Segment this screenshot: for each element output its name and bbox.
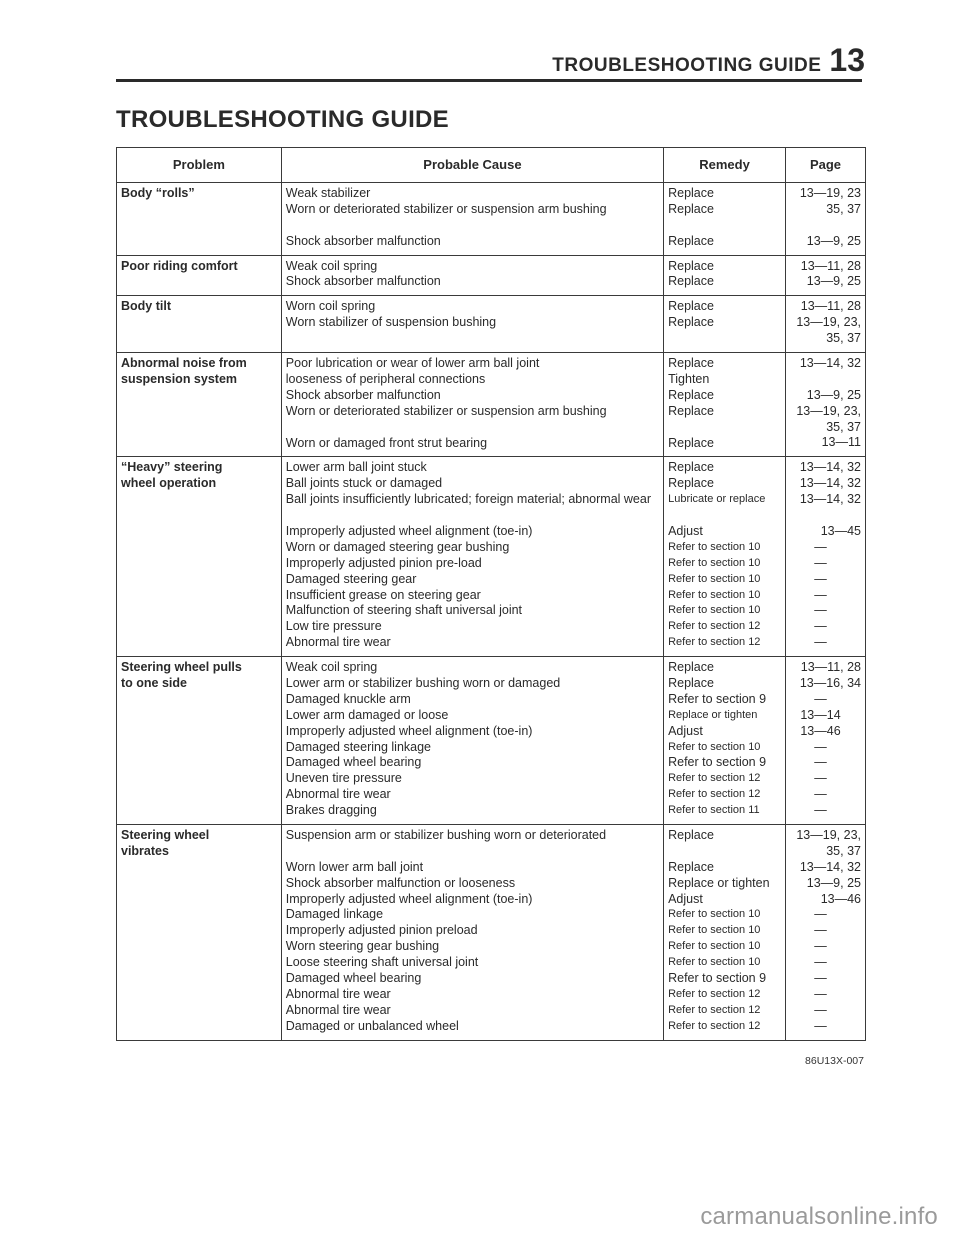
cause-item: Improperly adjusted wheel alignment (toe-in) — [285, 723, 533, 738]
cause-item: Improperly adjusted wheel alignment (toe-in) — [285, 891, 533, 906]
table-row — [117, 255, 866, 296]
cause-item: Weak stabilizer — [285, 186, 371, 200]
remedy-item: Refer to section 10 — [668, 908, 761, 921]
page-ref: 13—11, 28 — [800, 660, 861, 675]
remedy-item: Replace or tighten — [668, 708, 758, 721]
remedy-item: Tighten — [668, 371, 710, 386]
cause-item: looseness of peripheral connections — [285, 371, 486, 386]
page-ref: — — [814, 771, 827, 786]
problem-cell — [117, 457, 282, 657]
cause-item: Brakes dragging — [285, 803, 377, 818]
remedy-item: Replace — [668, 201, 714, 216]
cause-item: Weak coil spring — [285, 660, 378, 675]
page-ref: — — [814, 603, 827, 618]
page-cell — [786, 296, 866, 353]
problem-cell — [117, 255, 282, 296]
remedy-cell — [664, 825, 786, 1041]
cause-item: Damaged wheel bearing — [285, 971, 422, 986]
cause-item: Lower arm or stabilizer bushing worn or damaged — [285, 675, 561, 690]
cause-item: Worn coil spring — [285, 299, 376, 314]
page-ref: 13—19, 23 — [799, 186, 861, 200]
cause-item: Loose steering shaft universal joint — [285, 955, 479, 970]
cause-item: Worn or deteriorated stabilizer or suspension arm bushing — [285, 403, 607, 418]
problem-label: wheel operation — [121, 476, 217, 491]
problem-label: Body “rolls” — [121, 186, 195, 200]
remedy-item: Refer to section 12 — [668, 636, 761, 649]
running-header — [552, 44, 865, 77]
page-ref: — — [814, 971, 827, 986]
remedy-item: Lubricate or replace — [668, 493, 766, 506]
remedy-item: Replace — [668, 315, 714, 330]
remedy-cell — [664, 296, 786, 353]
problem-cell — [117, 825, 282, 1041]
cause-item: Worn lower arm ball joint — [285, 859, 424, 874]
cause-item: Damaged wheel bearing — [285, 755, 422, 770]
cause-item: Weak coil spring — [285, 258, 378, 273]
page-ref: — — [814, 755, 827, 770]
section-number: 13 — [829, 42, 865, 78]
page-ref: — — [814, 939, 827, 954]
page-ref: 13—11, 28 — [800, 299, 861, 314]
page-cell — [786, 183, 866, 256]
page-ref: 13—19, 23, — [796, 403, 861, 418]
watermark-footer: carmanualsonline.info — [700, 1203, 938, 1230]
remedy-item: Refer to section 9 — [668, 971, 767, 986]
remedy-item: Refer to section 12 — [668, 788, 761, 801]
remedy-item: Refer to section 10 — [668, 956, 761, 969]
remedy-item: Replace — [668, 403, 714, 418]
remedy-item: Refer to section 10 — [668, 740, 761, 753]
remedy-item: Replace — [668, 660, 714, 675]
page-ref: — — [814, 587, 827, 602]
page-ref: — — [814, 539, 827, 554]
remedy-item: Replace — [668, 859, 714, 874]
cause-item: Damaged or unbalanced wheel — [285, 1018, 459, 1033]
cause-item: Lower arm damaged or loose — [285, 707, 449, 722]
page-ref: 13—19, 23, — [796, 315, 861, 330]
problem-cell — [117, 296, 282, 353]
remedy-item: Replace — [668, 233, 714, 248]
table-row — [117, 296, 866, 353]
remedy-item: Refer to section 9 — [668, 691, 767, 706]
remedy-item: Refer to section 10 — [668, 556, 761, 569]
page-ref: 13—11 — [821, 435, 861, 450]
page-ref: 13—16, 34 — [799, 675, 861, 690]
page-ref: 13—14, 32 — [799, 476, 861, 491]
page-ref: — — [814, 1002, 827, 1017]
header-rule — [116, 79, 862, 82]
page-ref: 35, 37 — [826, 843, 861, 858]
remedy-item: Replace — [668, 299, 714, 314]
page-ref: 13—9, 25 — [806, 233, 861, 248]
remedy-item: Replace — [668, 258, 714, 273]
cause-item: Abnormal tire wear — [285, 635, 391, 650]
remedy-item: Replace — [668, 356, 714, 371]
page-ref: 13—46 — [820, 891, 861, 906]
page-ref: 13—14, 32 — [799, 492, 861, 507]
page-ref: 13—14, 32 — [799, 356, 861, 371]
page-ref: 13—45 — [820, 523, 861, 538]
cause-item: Damaged knuckle arm — [285, 691, 411, 706]
cause-item: Worn or damaged steering gear bushing — [285, 539, 510, 554]
cause-item: Improperly adjusted pinion preload — [285, 923, 478, 938]
cause-cell — [281, 296, 663, 353]
remedy-item: Replace — [668, 186, 714, 200]
table-row — [117, 657, 866, 825]
table-row — [117, 457, 866, 657]
cause-item: Shock absorber malfunction — [285, 233, 441, 248]
page-ref — [790, 372, 861, 388]
cause-item: Worn or deteriorated stabilizer or suspension arm bushing — [285, 201, 607, 216]
problem-label: Steering wheel — [121, 828, 210, 842]
remedy-item: Refer to section 10 — [668, 540, 761, 553]
cause-cell — [281, 657, 663, 825]
problem-label: vibrates — [121, 843, 169, 858]
page-ref: 13—14, 32 — [799, 460, 861, 475]
remedy-item: Refer to section 12 — [668, 772, 761, 785]
remedy-cell — [664, 183, 786, 256]
cause-item: Worn stabilizer of suspension bushing — [285, 315, 497, 330]
remedy-item: Replace — [668, 675, 714, 690]
page-ref: 13—19, 23, — [796, 828, 861, 842]
page-cell — [786, 457, 866, 657]
remedy-item: Replace — [668, 435, 714, 450]
remedy-item: Refer to section 10 — [668, 604, 761, 617]
problem-label: Steering wheel pulls — [121, 660, 242, 675]
cause-item: Shock absorber malfunction — [285, 274, 441, 289]
cause-item: Insufficient grease on steering gear — [285, 587, 481, 602]
cause-item: Suspension arm or stabilizer bushing worn or deteriorated — [285, 828, 607, 842]
page-cell — [786, 825, 866, 1041]
remedy-cell — [664, 657, 786, 825]
figure-code: 86U13X-007 — [805, 1055, 864, 1067]
page-ref: 35, 37 — [826, 331, 861, 346]
problem-cell — [117, 353, 282, 457]
cause-item: Lower arm ball joint stuck — [285, 460, 427, 475]
page-ref: — — [814, 619, 827, 634]
page-title: TROUBLESHOOTING GUIDE — [116, 106, 449, 133]
page-ref: — — [814, 635, 827, 650]
page-ref: 13—9, 25 — [806, 875, 861, 890]
remedy-item: Refer to section 12 — [668, 1019, 761, 1032]
page-ref: — — [814, 1018, 827, 1033]
cause-cell — [281, 457, 663, 657]
page-ref — [790, 218, 861, 234]
troubleshooting-table — [116, 147, 866, 1041]
remedy-item: Refer to section 12 — [668, 1003, 761, 1016]
column-header-page: Page — [786, 148, 866, 183]
page-ref: 13—14 — [800, 707, 841, 722]
cause-item: Low tire pressure — [285, 619, 382, 634]
page-cell — [786, 255, 866, 296]
problem-label: to one side — [121, 675, 187, 690]
problem-label: Poor riding comfort — [121, 258, 238, 273]
remedy-item: Replace — [668, 476, 714, 491]
remedy-cell — [664, 353, 786, 457]
cause-item: Worn steering gear bushing — [285, 939, 440, 954]
problem-label: Abnormal noise from — [121, 356, 247, 371]
remedy-item: Refer to section 10 — [668, 924, 761, 937]
remedy-item: Replace — [668, 387, 714, 402]
table-row — [117, 353, 866, 457]
page-ref: 13—9, 25 — [806, 274, 861, 289]
problem-label: suspension system — [121, 371, 238, 386]
column-header-remedy: Remedy — [664, 148, 786, 183]
remedy-item: Replace — [668, 274, 714, 289]
cause-cell — [281, 255, 663, 296]
remedy-item: Adjust — [668, 723, 703, 738]
remedy-item: Adjust — [668, 891, 703, 906]
page-ref: — — [814, 923, 827, 938]
remedy-cell — [664, 255, 786, 296]
cause-item: Ball joints insufficiently lubricated; foreign material; abnormal wear — [285, 492, 652, 507]
remedy-item: Refer to section 9 — [668, 755, 767, 770]
table-row — [117, 825, 866, 1041]
cause-item: Shock absorber malfunction — [285, 387, 441, 402]
page-ref: 13—11, 28 — [800, 258, 861, 273]
cause-item: Damaged steering gear — [285, 571, 417, 586]
remedy-item: Refer to section 11 — [668, 804, 760, 817]
page-ref: — — [814, 691, 827, 706]
column-header-problem: Problem — [117, 148, 282, 183]
page-ref: — — [814, 955, 827, 970]
remedy-item: Replace — [668, 460, 714, 475]
remedy-item: Refer to section 10 — [668, 572, 761, 585]
cause-item: Poor lubrication or wear of lower arm ball joint — [285, 356, 540, 371]
remedy-item: Refer to section 10 — [668, 588, 761, 601]
page-ref: 35, 37 — [826, 419, 861, 434]
cause-item: Shock absorber malfunction or looseness — [285, 875, 516, 890]
cause-item: Damaged linkage — [285, 907, 384, 922]
page-ref: 13—9, 25 — [806, 387, 861, 402]
remedy-item: Replace — [668, 828, 714, 842]
cause-item: Abnormal tire wear — [285, 1002, 391, 1017]
page-ref: — — [814, 739, 827, 754]
cause-cell — [281, 183, 663, 256]
remedy-cell — [664, 457, 786, 657]
page-ref: — — [814, 907, 827, 922]
cause-item: Improperly adjusted wheel alignment (toe-in) — [285, 523, 533, 538]
remedy-item: Refer to section 12 — [668, 987, 761, 1000]
page-ref: — — [814, 555, 827, 570]
remedy-item: Adjust — [668, 523, 703, 538]
cause-item: Malfunction of steering shaft universal joint — [285, 603, 523, 618]
cause-item: Uneven tire pressure — [285, 771, 402, 786]
page-ref: — — [814, 986, 827, 1001]
table-header-row — [117, 148, 866, 183]
header-title: TROUBLESHOOTING GUIDE — [552, 55, 822, 76]
cause-cell — [281, 353, 663, 457]
page-cell — [786, 353, 866, 457]
problem-cell — [117, 657, 282, 825]
page-ref: 35, 37 — [826, 201, 861, 216]
cause-item: Ball joints stuck or damaged — [285, 476, 443, 491]
page-ref: 13—46 — [800, 723, 841, 738]
page-cell — [786, 657, 866, 825]
problem-label: Body tilt — [121, 299, 171, 314]
table-row — [117, 183, 866, 256]
page-ref: — — [814, 787, 827, 802]
cause-item: Abnormal tire wear — [285, 787, 391, 802]
page-ref: — — [814, 803, 827, 818]
cause-item: Worn or damaged front strut bearing — [285, 435, 488, 450]
problem-label: “Heavy” steering — [121, 460, 223, 475]
page-ref: — — [814, 571, 827, 586]
remedy-item: Refer to section 12 — [668, 620, 761, 633]
remedy-item: Refer to section 10 — [668, 940, 761, 953]
problem-cell — [117, 183, 282, 256]
remedy-item: Replace or tighten — [668, 875, 770, 890]
column-header-cause: Probable Cause — [281, 148, 663, 183]
cause-cell — [281, 825, 663, 1041]
cause-item: Abnormal tire wear — [285, 986, 391, 1001]
cause-item: Damaged steering linkage — [285, 739, 432, 754]
cause-item: Improperly adjusted pinion pre-load — [285, 555, 482, 570]
page-ref: 13—14, 32 — [799, 859, 861, 874]
